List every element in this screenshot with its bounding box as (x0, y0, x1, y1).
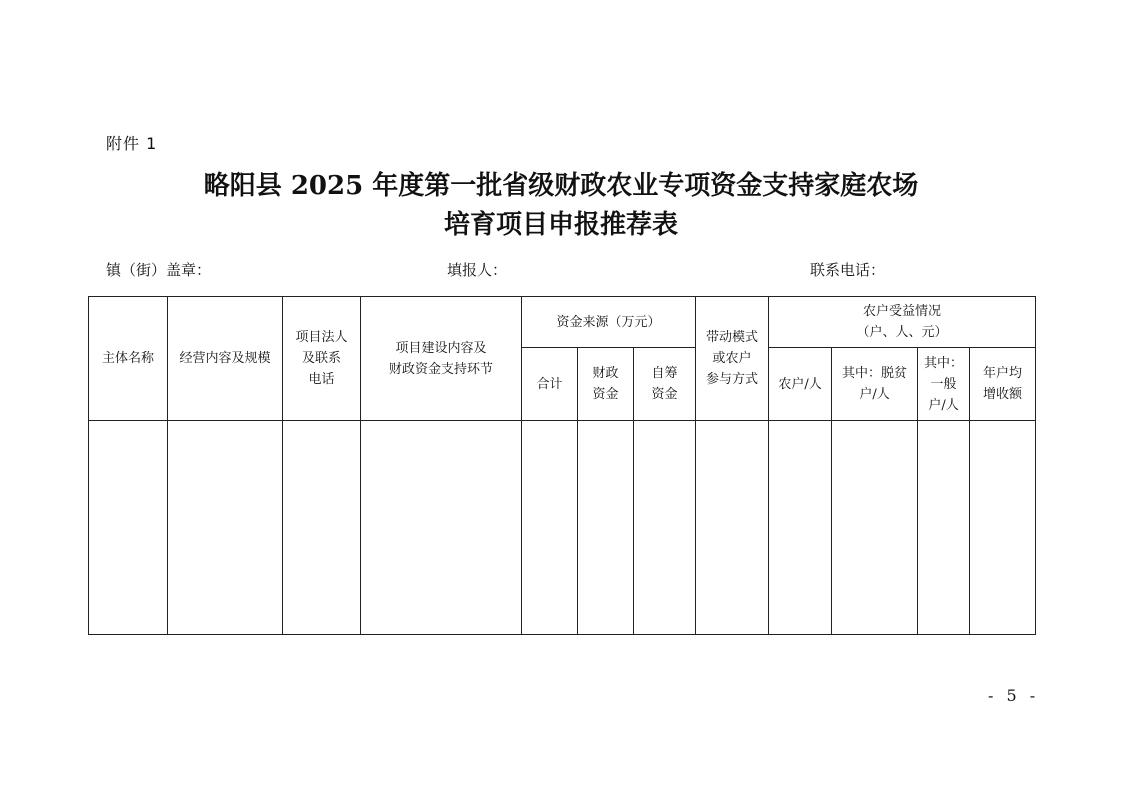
header-legal-person-line: 及联系 (301, 351, 341, 366)
town-seal-label: 镇（街）盖章： (106, 261, 212, 279)
cell-general-households[interactable] (918, 421, 970, 635)
header-construction-line: 项目建设内容及 (395, 340, 487, 356)
header-general-households (918, 348, 970, 421)
header-farmer-benefit-line: 农户受益情况 (863, 304, 942, 319)
table-row (89, 421, 1036, 635)
attachment-label: 附件 1 (106, 134, 158, 153)
document-title-line-1: 略阳县 2025 年度第一批省级财政农业专项资金支持家庭农场 (203, 171, 919, 201)
header-general-households-line: 户/人 (928, 397, 959, 413)
header-funding-total: 合计 (522, 348, 578, 421)
header-funding-self-line: 资金 (651, 387, 678, 402)
header-construction (361, 297, 522, 421)
header-driving-mode (696, 297, 769, 421)
header-funding-self-line: 自筹 (651, 366, 678, 381)
cell-farmer-households[interactable] (769, 421, 832, 635)
header-legal-person-line: 项目法人 (295, 330, 348, 345)
header-funding-source: 资金来源（万元） (522, 297, 696, 348)
filler-label: 填报人： (447, 261, 508, 279)
header-avg-income-increase (970, 348, 1036, 421)
header-funding-fiscal-line: 资金 (592, 387, 619, 402)
cell-construction[interactable] (361, 421, 522, 635)
cell-funding-self[interactable] (634, 421, 696, 635)
header-funding-fiscal (578, 348, 634, 421)
header-avg-income-line: 年户均 (983, 366, 1023, 381)
phone-label: 联系电话： (810, 261, 886, 279)
document-title-line-2: 培育项目申报推荐表 (443, 210, 678, 240)
header-legal-person-line: 电话 (308, 372, 335, 387)
recommendation-table (88, 296, 1036, 635)
header-poverty-households-line: 其中：脱贫 (842, 366, 908, 381)
header-legal-person (283, 297, 361, 421)
header-farmer-households: 农户/人 (769, 348, 832, 421)
header-driving-mode-line: 带动模式 (706, 330, 759, 345)
cell-funding-fiscal[interactable] (578, 421, 634, 635)
cell-poverty-households[interactable] (832, 421, 918, 635)
header-funding-self (634, 348, 696, 421)
header-construction-line: 财政资金支持环节 (388, 361, 493, 377)
cell-business-scope[interactable] (168, 421, 283, 635)
header-farmer-benefit-line: （户、人、元） (856, 325, 948, 340)
cell-entity-name[interactable] (89, 421, 168, 635)
page-number: - 5 - (988, 686, 1040, 705)
header-driving-mode-line: 或农户 (712, 351, 752, 366)
cell-legal-person[interactable] (283, 421, 361, 635)
header-avg-income-line: 增收额 (983, 387, 1023, 402)
header-poverty-households (832, 348, 918, 421)
header-funding-fiscal-line: 财政 (592, 366, 619, 381)
header-business-scope: 经营内容及规模 (168, 297, 283, 421)
cell-avg-income-increase[interactable] (970, 421, 1036, 635)
header-poverty-households-line: 户/人 (859, 387, 890, 402)
cell-driving-mode[interactable] (696, 421, 769, 635)
header-general-households-line: 其中： (924, 355, 964, 371)
header-farmer-benefit (769, 297, 1036, 348)
header-general-households-line: 一般 (930, 376, 957, 392)
header-driving-mode-line: 参与方式 (706, 372, 759, 387)
header-entity-name: 主体名称 (89, 297, 168, 421)
cell-funding-total[interactable] (522, 421, 578, 635)
